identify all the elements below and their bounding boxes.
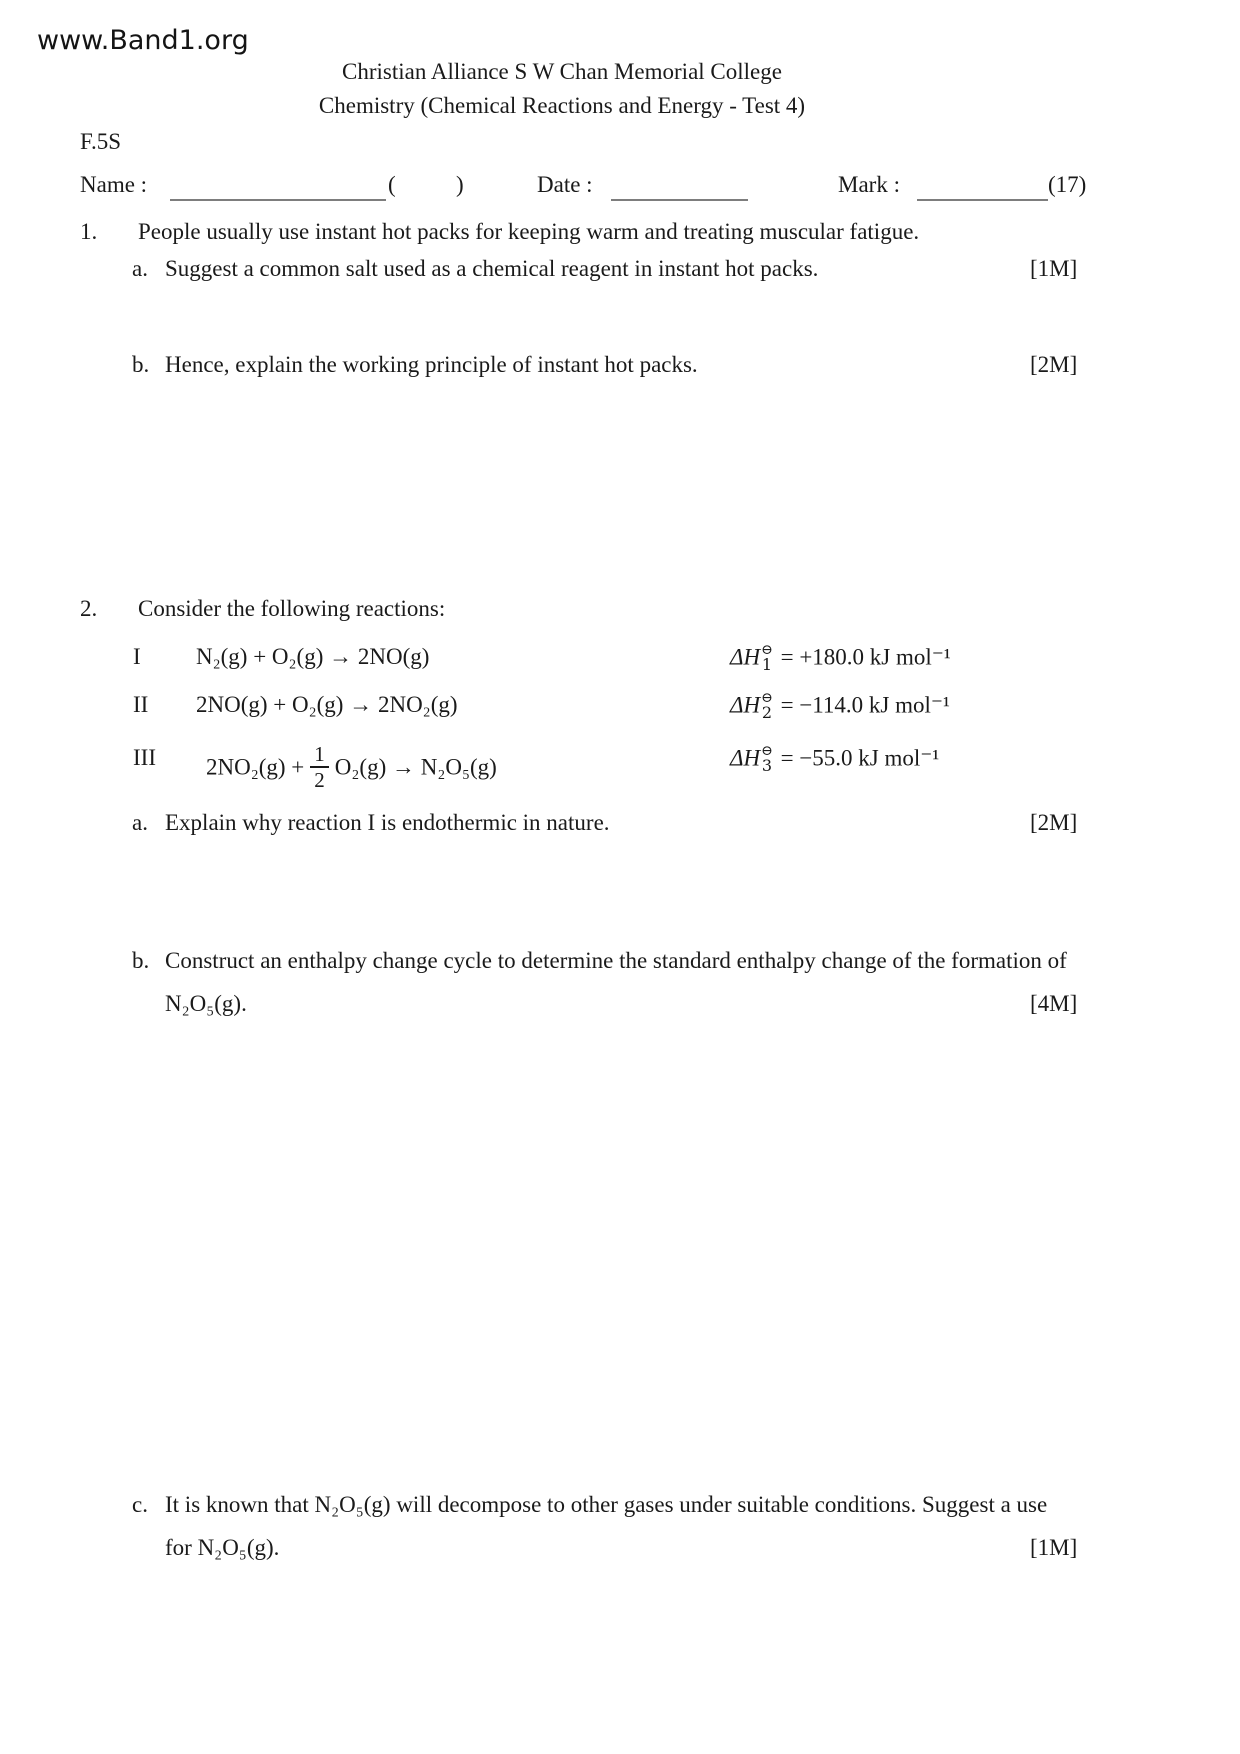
name-label: Name : [80,172,148,197]
standard-state-stack [761,744,773,774]
enthalpy-subscript: 2 [761,703,773,722]
fraction-denominator: 2 [314,768,325,792]
enthalpy-subscript: 3 [761,756,773,775]
reaction-2-enthalpy [730,692,950,722]
q2b-marks: [4M] [1030,991,1078,1016]
q2c-text-line2: for N₂O₅(g). [165,1535,280,1560]
reaction-3-equation [206,742,497,793]
reaction-3-enthalpy [730,745,939,775]
one-half-fraction [310,743,329,791]
site-watermark: www.Band1.org [37,25,249,56]
q1a-label: a. [132,256,148,281]
mark-label: Mark : [838,172,900,197]
standard-state-icon: ⊖ [761,642,773,658]
date-label: Date : [537,172,593,197]
standard-state-stack [761,643,773,673]
reaction-2-equation: 2NO(g) + O₂(g) → 2NO₂(g) [196,692,458,717]
total-marks: (17) [1048,172,1087,197]
q1b-label: b. [132,352,150,377]
enthalpy-subscript: 1 [761,655,773,674]
standard-state-stack [761,691,773,721]
class-number-paren-close: ) [456,172,464,197]
q2b-text-line2: N₂O₅(g). [165,991,247,1016]
q2a-text: Explain why reaction I is endothermic in nature. [165,810,610,835]
name-blank-field[interactable] [170,199,386,201]
q1-number: 1. [80,219,98,244]
date-blank-field[interactable] [611,199,748,201]
q2c-text-line1: It is known that N₂O₅(g) will decompose to other gases under suitable conditions. Suggest a use [165,1492,1048,1517]
school-title: Christian Alliance S W Chan Memorial College [342,59,782,84]
q1b-text: Hence, explain the working principle of instant hot packs. [165,352,698,377]
reaction-3-roman: III [133,745,156,770]
q2c-label: c. [132,1492,148,1517]
q2a-label: a. [132,810,148,835]
delta-h-symbol: ΔH [730,644,761,670]
q2a-marks: [2M] [1030,810,1078,835]
q2-stem: Consider the following reactions: [138,596,446,621]
equation-suffix: O₂(g) → N₂O₅(g) [334,754,497,780]
reaction-1-equation: N₂(g) + O₂(g) → 2NO(g) [196,644,430,669]
q1-stem: People usually use instant hot packs for keeping warm and treating muscular fatigue. [138,219,920,244]
class-label: F.5S [80,129,121,154]
fraction-numerator: 1 [310,743,329,768]
equation-prefix: 2NO₂(g) + [206,754,305,780]
delta-h-symbol: ΔH [730,692,761,718]
paper-title: Chemistry (Chemical Reactions and Energy - Test 4) [318,93,806,118]
reaction-1-roman: I [133,644,141,669]
enthalpy-value: = −55.0 kJ mol⁻¹ [780,745,940,771]
standard-state-icon: ⊖ [761,690,773,706]
q1a-text: Suggest a common salt used as a chemical reagent in instant hot packs. [165,256,819,281]
class-number-paren-open: ( [388,172,396,197]
q2b-text-line1: Construct an enthalpy change cycle to determine the standard enthalpy change of the formation of [165,948,1067,973]
q2c-marks: [1M] [1030,1535,1078,1560]
delta-h-symbol: ΔH [730,745,761,771]
enthalpy-value: = +180.0 kJ mol⁻¹ [780,644,951,670]
standard-state-icon: ⊖ [761,743,773,759]
q1a-marks: [1M] [1030,256,1078,281]
mark-blank-field[interactable] [917,199,1048,201]
reaction-1-enthalpy [730,644,951,674]
q2b-label: b. [132,948,150,973]
reaction-2-roman: II [133,692,149,717]
enthalpy-value: = −114.0 kJ mol⁻¹ [780,692,950,718]
q1b-marks: [2M] [1030,352,1078,377]
q2-number: 2. [80,596,98,621]
